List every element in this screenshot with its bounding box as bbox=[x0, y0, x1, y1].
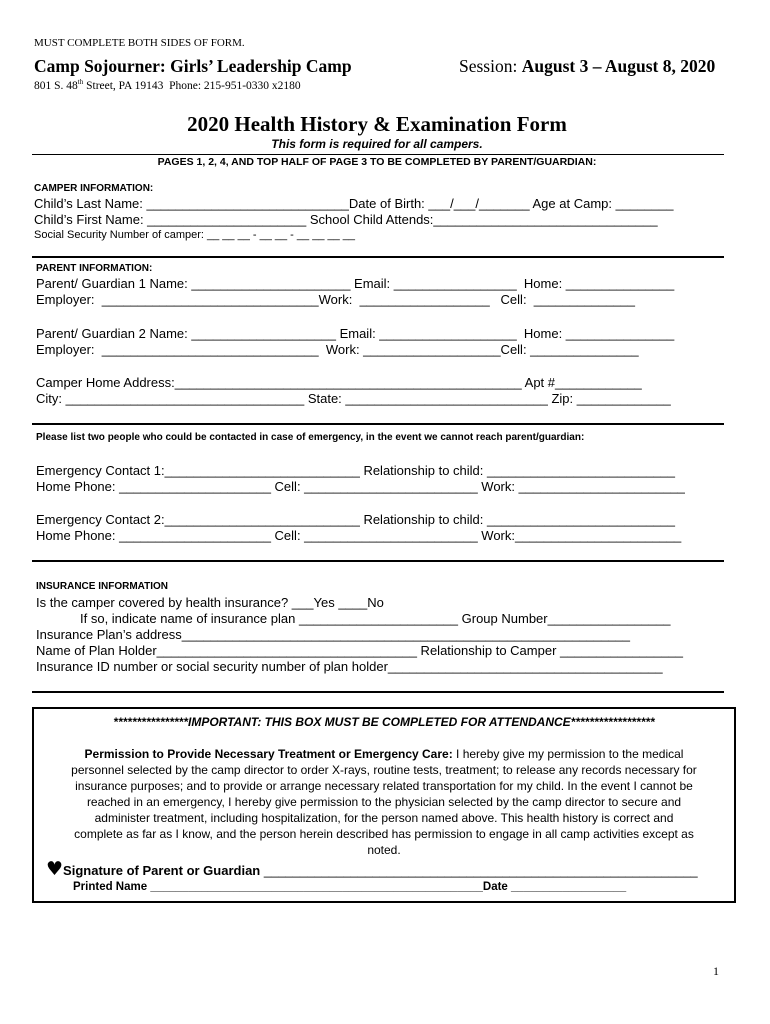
must-complete-note: MUST COMPLETE BOTH SIDES OF FORM. bbox=[34, 37, 245, 49]
plan-holder-line[interactable]: Name of Plan Holder____________________________________ Relationship to Camper _________________ bbox=[36, 643, 683, 658]
address-superscript: th bbox=[77, 78, 84, 86]
section-divider bbox=[32, 691, 724, 693]
session-dates: August 3 – August 8, 2020 bbox=[521, 56, 716, 76]
camper-last-name-line[interactable]: Child’s Last Name: ____________________________Date of Birth: ___/___/_______ Age at Camp: ________ bbox=[34, 196, 674, 211]
emergency-contact2-line[interactable]: Emergency Contact 2:___________________________ Relationship to child: __________________________ bbox=[36, 512, 675, 527]
emergency-contact1-phones-line[interactable]: Home Phone: _____________________ Cell: ________________________ Work: _______________________ bbox=[36, 479, 685, 494]
signature-label: Signature of Parent or Guardian bbox=[63, 863, 261, 878]
page-number: 1 bbox=[713, 964, 719, 978]
signature-blank[interactable]: ____________________________________________________________ bbox=[260, 863, 698, 878]
camper-first-name-line[interactable]: Child’s First Name: ______________________ School Child Attends:_______________________________ bbox=[34, 212, 658, 227]
page-title: 2020 Health History & Examination Form bbox=[187, 112, 567, 136]
address-post: Street, PA 19143 Phone: 215-951-0330 x2180 bbox=[83, 79, 301, 92]
emergency-contact2-phones-line[interactable]: Home Phone: _____________________ Cell: ________________________ Work:_______________________ bbox=[36, 528, 682, 543]
permission-line-3: insurance purposes; and to provide or arrange necessary related transportation for my child. In the event I cannot be bbox=[75, 779, 693, 793]
emergency-contact1-line[interactable]: Emergency Contact 1:___________________________ Relationship to child: __________________________ bbox=[36, 463, 675, 478]
city-state-zip-line[interactable]: City: _________________________________ State: ____________________________ Zip: _____________ bbox=[36, 391, 671, 406]
permission-bold-label: Permission to Provide Necessary Treatment or Emergency Care: bbox=[84, 747, 453, 761]
insurance-id-line[interactable]: Insurance ID number or social security number of plan holder______________________________________ bbox=[36, 659, 663, 674]
form-subtitle: This form is required for all campers. bbox=[271, 137, 483, 151]
heart-icon: ♥ bbox=[46, 858, 64, 880]
title-divider bbox=[32, 154, 724, 155]
permission-line-5: administer treatment, including hospitalization, for the person named above. This health history is correct and bbox=[94, 811, 674, 825]
section-divider bbox=[32, 423, 724, 425]
guardian2-name-line[interactable]: Parent/ Guardian 2 Name: ____________________ Email: ___________________ Home: _______________ bbox=[36, 326, 675, 341]
permission-text: I hereby give my permission to the medical bbox=[452, 747, 684, 761]
signature-line[interactable] bbox=[46, 858, 698, 880]
session-info bbox=[459, 56, 715, 77]
camper-ssn-line[interactable]: Social Security Number of camper: __ __ __ - __ __ - __ __ __ __ bbox=[34, 229, 356, 241]
session-label: Session: bbox=[459, 56, 522, 76]
guardian2-employer-line[interactable]: Employer: ______________________________ Work: ___________________Cell: _______________ bbox=[36, 342, 639, 357]
permission-line-4: reached in an emergency, I hereby give permission to the physician selected by the camp director to secure and bbox=[86, 795, 682, 809]
emergency-heading: Please list two people who could be contacted in case of emergency, in the event we cannot reach parent/guardian: bbox=[36, 432, 585, 443]
insurance-covered-line[interactable]: Is the camper covered by health insurance? ___Yes ____No bbox=[36, 595, 384, 610]
permission-line-1 bbox=[34, 747, 734, 761]
guardian1-employer-line[interactable]: Employer: ______________________________Work: __________________ Cell: ______________ bbox=[36, 292, 635, 307]
insurance-address-line[interactable]: Insurance Plan’s address______________________________________________________________ bbox=[36, 627, 630, 642]
insurance-plan-name-line[interactable]: If so, indicate name of insurance plan ______________________ Group Number_________________ bbox=[80, 611, 671, 626]
camper-info-heading: CAMPER INFORMATION: bbox=[34, 183, 154, 194]
guardian1-name-line[interactable]: Parent/ Guardian 1 Name: ______________________ Email: _________________ Home: _______________ bbox=[36, 276, 675, 291]
permission-line-2: personnel selected by the camp director to order X-rays, routine tests, treatment; to release any records necessary for bbox=[71, 763, 697, 777]
home-address-line[interactable]: Camper Home Address:________________________________________________ Apt #____________ bbox=[36, 375, 642, 390]
permission-line-6: complete as far as I know, and the person herein described has permission to engage in all camp activities except as bbox=[74, 827, 694, 841]
camp-address bbox=[34, 78, 301, 92]
pages-note: PAGES 1, 2, 4, AND TOP HALF OF PAGE 3 TO BE COMPLETED BY PARENT/GUARDIAN: bbox=[157, 156, 597, 168]
parent-info-heading: PARENT INFORMATION: bbox=[36, 263, 153, 274]
permission-line-7: noted. bbox=[367, 843, 401, 857]
address-pre: 801 S. 48 bbox=[34, 79, 78, 92]
important-box-heading: ****************IMPORTANT: THIS BOX MUST BE COMPLETED FOR ATTENDANCE****************** bbox=[113, 715, 655, 729]
insurance-heading: INSURANCE INFORMATION bbox=[36, 581, 169, 592]
section-divider bbox=[32, 560, 724, 562]
camp-name: Camp Sojourner: Girls’ Leadership Camp bbox=[34, 56, 352, 76]
printed-name-date-line[interactable]: Printed Name ____________________________________________________Date __________________ bbox=[73, 881, 627, 893]
section-divider bbox=[32, 256, 724, 258]
